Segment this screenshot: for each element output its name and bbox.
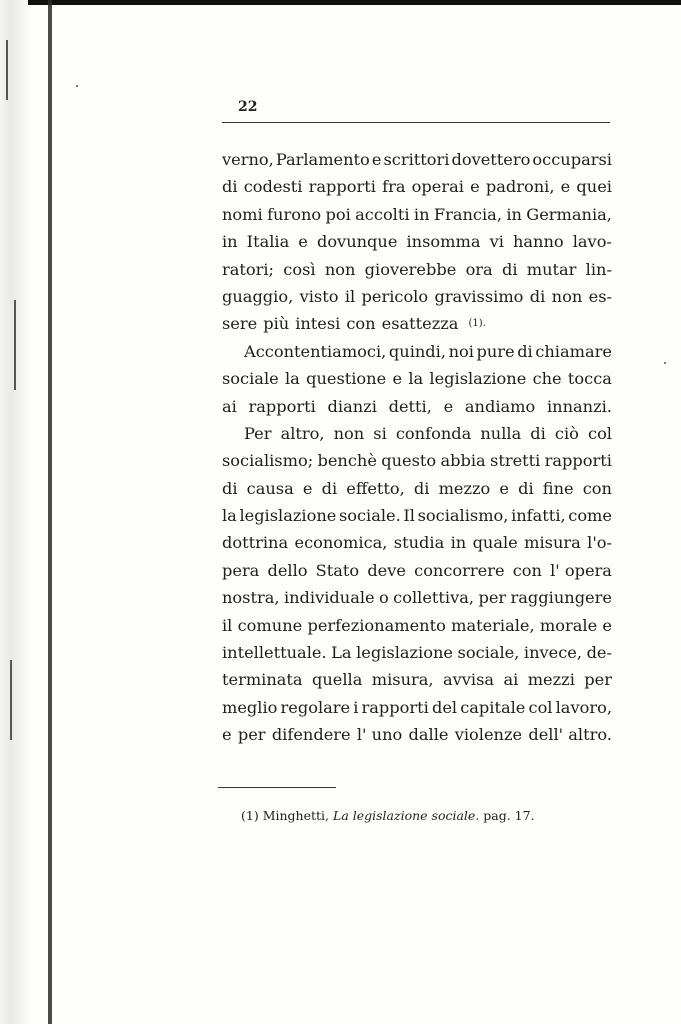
header-rule xyxy=(222,122,610,123)
word: dianzi xyxy=(327,396,377,416)
word: col xyxy=(528,697,553,717)
scan-top-edge xyxy=(0,0,681,5)
word: violenze xyxy=(454,725,523,745)
text-line xyxy=(222,666,612,693)
word: Stato xyxy=(315,560,360,580)
word: studia xyxy=(393,533,445,553)
word: di xyxy=(517,341,533,361)
word: in xyxy=(413,204,430,224)
word: perfezionamento xyxy=(307,615,446,635)
text-line xyxy=(222,721,612,748)
word: mezzo xyxy=(438,478,491,498)
word: Francia, xyxy=(433,204,502,224)
word: comune xyxy=(237,615,303,635)
word: sere xyxy=(222,314,258,334)
word: di xyxy=(413,478,430,498)
word: di xyxy=(321,478,338,498)
word: l' uno xyxy=(356,725,403,745)
word: che xyxy=(532,369,562,389)
word: dovunque xyxy=(316,232,398,252)
word: e xyxy=(499,478,509,498)
word: misura, xyxy=(371,670,434,690)
word: causa xyxy=(246,478,294,498)
word: ai xyxy=(503,670,519,690)
word: noi xyxy=(448,341,474,361)
word: Per xyxy=(244,423,272,443)
word: intesi xyxy=(295,314,341,334)
word: e xyxy=(392,369,403,389)
text-line xyxy=(222,557,612,584)
binding-speck xyxy=(6,40,8,100)
body-text xyxy=(222,146,612,749)
text-line xyxy=(222,393,612,420)
word: quindi, xyxy=(388,341,446,361)
binding-speck xyxy=(14,300,16,390)
word: gioverebbe xyxy=(364,259,457,279)
word: economica, xyxy=(294,533,388,553)
word: mezzi xyxy=(527,670,575,690)
text-line xyxy=(222,420,612,447)
footnote-author: Minghetti, xyxy=(262,808,330,823)
word: terminata xyxy=(222,670,303,690)
word: come xyxy=(568,506,612,526)
word: ora xyxy=(465,259,493,279)
text-line xyxy=(222,694,612,721)
word: poi xyxy=(325,204,351,224)
word: capitale xyxy=(460,697,526,717)
word: scrittori xyxy=(383,150,450,169)
text-line xyxy=(222,173,612,200)
word: la xyxy=(284,369,300,389)
footnote-reference: (1). xyxy=(468,318,486,330)
stray-mark xyxy=(76,85,78,87)
text-line xyxy=(222,639,612,666)
word: il xyxy=(344,286,356,306)
word: in xyxy=(450,533,467,553)
word: visto xyxy=(299,286,339,306)
word: non xyxy=(324,259,356,279)
word: Accontentiamoci, xyxy=(244,341,387,361)
page-number: 22 xyxy=(238,99,258,115)
word: socialismo; xyxy=(222,451,314,471)
word: furono xyxy=(267,204,322,224)
word: il xyxy=(222,615,233,635)
word: dalle xyxy=(408,725,449,745)
word: rapporti xyxy=(308,177,376,197)
word: in xyxy=(222,232,238,252)
word: pericolo xyxy=(361,286,429,306)
word: verno, xyxy=(222,150,274,169)
word: l' opera xyxy=(550,560,612,580)
text-line xyxy=(222,584,612,611)
word: con xyxy=(512,560,542,580)
text-line xyxy=(222,475,612,502)
word: e xyxy=(222,725,232,745)
word: la xyxy=(222,506,237,526)
word: e xyxy=(298,232,308,252)
word: o xyxy=(379,588,389,608)
word: di xyxy=(222,177,238,197)
word: con xyxy=(346,314,376,334)
footnote-pages: pag. 17. xyxy=(483,808,535,823)
text-line xyxy=(222,201,612,228)
footnote-title: La legislazione sociale. xyxy=(333,808,480,823)
word: mutar xyxy=(526,259,577,279)
word: esattezza xyxy=(381,314,459,334)
word: Il xyxy=(403,506,415,526)
word: avvisa xyxy=(442,670,495,690)
binding-speck xyxy=(10,660,12,740)
word: quei xyxy=(576,177,612,197)
word: di xyxy=(529,286,546,306)
word: ai xyxy=(222,396,237,416)
word: abbia xyxy=(440,451,486,471)
word: regolare xyxy=(280,697,351,717)
word: e xyxy=(602,615,612,635)
word: effetto, xyxy=(346,478,405,498)
word: sociale xyxy=(222,369,279,389)
word: per xyxy=(584,670,612,690)
word: padroni, xyxy=(485,177,555,197)
word: quella xyxy=(312,670,363,690)
footnote-marker: (1) xyxy=(241,808,259,823)
word: Italia xyxy=(246,232,290,252)
word: e xyxy=(470,177,480,197)
word: vi xyxy=(489,232,504,252)
word: altro, xyxy=(280,423,325,443)
word: rapporti xyxy=(361,697,429,717)
word: nostra, xyxy=(222,588,280,608)
word: gravissimo xyxy=(434,286,524,306)
word: ratori; xyxy=(222,259,275,279)
word: dottrina xyxy=(222,533,289,553)
word: lavoro, xyxy=(555,697,612,717)
word: Germania, xyxy=(526,204,612,224)
word: e xyxy=(443,396,454,416)
word: così xyxy=(283,259,316,279)
word: operai xyxy=(411,177,464,197)
word: di xyxy=(222,478,238,498)
text-line xyxy=(222,146,612,173)
word: morale xyxy=(539,615,598,635)
word: innanzi. xyxy=(547,396,612,416)
word: col xyxy=(588,423,612,443)
text-line xyxy=(222,365,612,392)
word: rapporti xyxy=(248,396,316,416)
word: sociale, xyxy=(457,643,520,663)
word: dello xyxy=(267,560,308,580)
text-line xyxy=(222,502,612,529)
word: del xyxy=(431,697,458,717)
word: raggiungere xyxy=(510,588,612,608)
word: benchè xyxy=(317,451,377,471)
text-line xyxy=(222,310,612,337)
word: con xyxy=(582,478,612,498)
word: nomi xyxy=(222,204,263,224)
word: pera xyxy=(222,560,260,580)
text-line xyxy=(222,256,612,283)
word: socialismo, xyxy=(417,506,509,526)
word: deve xyxy=(367,560,406,580)
word: La xyxy=(331,643,352,663)
word: non xyxy=(551,286,583,306)
word: la xyxy=(408,369,424,389)
word: concorrere xyxy=(414,560,505,580)
word: i xyxy=(353,697,359,717)
word: individuale xyxy=(283,588,375,608)
word: pure xyxy=(476,341,515,361)
binding-margin xyxy=(0,0,28,1024)
word: di xyxy=(530,423,546,443)
word: accolti xyxy=(355,204,410,224)
word: misura xyxy=(524,533,581,553)
word: confonda xyxy=(395,423,472,443)
word: si xyxy=(373,423,387,443)
stray-mark xyxy=(664,362,666,364)
word: ciò xyxy=(554,423,579,443)
word: lin- xyxy=(585,259,612,279)
word: materiale, xyxy=(451,615,535,635)
word: legislazione xyxy=(429,369,527,389)
text-line xyxy=(222,338,612,365)
word: infatti, xyxy=(511,506,566,526)
word: sociale. xyxy=(338,506,401,526)
word: questione xyxy=(306,369,387,389)
word: es- xyxy=(588,286,612,306)
word: fine xyxy=(542,478,574,498)
word: quale xyxy=(472,533,518,553)
word: invece, xyxy=(523,643,583,663)
word: per xyxy=(237,725,266,745)
text-line xyxy=(222,447,612,474)
word: di xyxy=(501,259,518,279)
word: per xyxy=(478,588,507,608)
word: dovettero xyxy=(451,150,531,169)
word: tocca xyxy=(567,369,612,389)
word: stretti xyxy=(490,451,541,471)
word: Parlamento xyxy=(275,150,370,169)
word: detti, xyxy=(388,396,432,416)
word: difendere xyxy=(271,725,351,745)
word: rapporti xyxy=(544,451,612,471)
word: nulla xyxy=(480,423,522,443)
word: legislazione xyxy=(239,506,337,526)
word: guaggio, xyxy=(222,286,294,306)
word: intellettuale. xyxy=(222,643,327,663)
binding-shadow-line xyxy=(48,0,52,1024)
text-line xyxy=(222,529,612,556)
word: legislazione xyxy=(356,643,453,663)
word: non xyxy=(333,423,365,443)
word: più xyxy=(263,314,290,334)
word: occuparsi xyxy=(532,150,612,169)
word: chiamare xyxy=(535,341,612,361)
footnote xyxy=(241,808,535,823)
word: andiamo xyxy=(464,396,536,416)
word: codesti xyxy=(243,177,303,197)
word: questo xyxy=(381,451,437,471)
word: in xyxy=(506,204,522,224)
word: e xyxy=(371,150,382,169)
text-line xyxy=(222,228,612,255)
text-line xyxy=(222,283,612,310)
word: di xyxy=(518,478,534,498)
word: e xyxy=(560,177,571,197)
word: hanno xyxy=(512,232,564,252)
word: e xyxy=(302,478,313,498)
word: insomma xyxy=(406,232,481,252)
word: lavo- xyxy=(572,232,612,252)
word: collettiva, xyxy=(393,588,475,608)
footnote-rule xyxy=(218,787,336,788)
word: de- xyxy=(586,643,612,663)
word: meglio xyxy=(222,697,278,717)
word: l'o- xyxy=(587,533,612,553)
text-line xyxy=(222,612,612,639)
word: fra xyxy=(382,177,406,197)
word: dell' altro. xyxy=(528,725,612,745)
